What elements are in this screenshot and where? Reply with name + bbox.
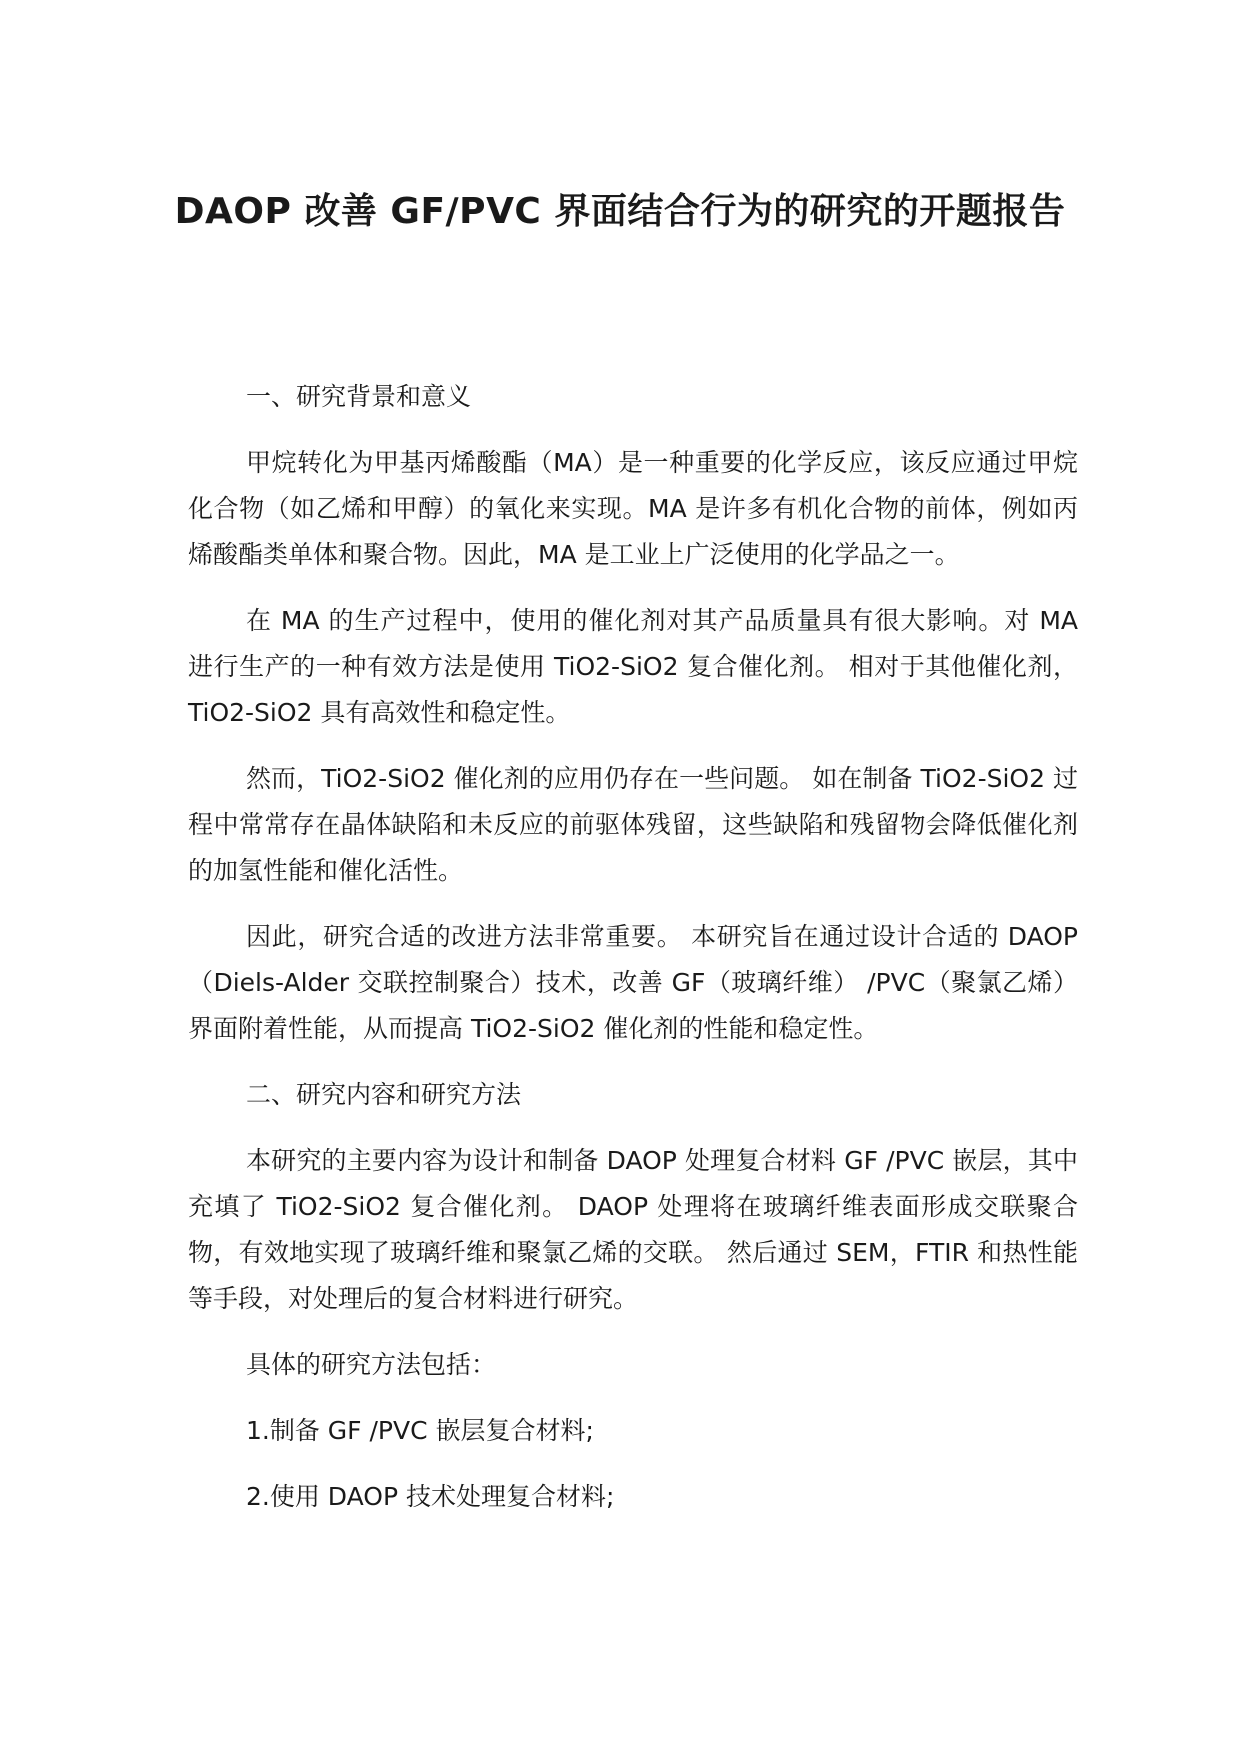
section-heading: 二、研究内容和研究方法 xyxy=(246,1080,522,1109)
section-heading: 一、研究背景和意义 xyxy=(246,382,472,411)
paragraph: 因此，研究合适的改进方法非常重要。 本研究旨在通过设计合适的 DAOP（Diels-Alder 交联控制聚合）技术，改善 GF（玻璃纤维） /PVC（聚氯乙烯）界面附着性能，从而提高 TiO2-SiO2 催化剂的性能和稳定性。 xyxy=(188,922,1078,1043)
list-item: 1.制备 GF /PVC 嵌层复合材料; xyxy=(246,1416,594,1445)
paragraph: 在 MA 的生产过程中，使用的催化剂对其产品质量具有很大影响。对 MA 进行生产的一种有效方法是使用 TiO2-SiO2 复合催化剂。 相对于其他催化剂，TiO2-SiO2 具有高效性和稳定性。 xyxy=(188,606,1078,727)
paragraph: 然而，TiO2-SiO2 催化剂的应用仍存在一些问题。 如在制备 TiO2-SiO2 过程中常常存在晶体缺陷和未反应的前驱体残留，这些缺陷和残留物会降低催化剂的加氢性能和催化活性。 xyxy=(188,764,1078,885)
paragraph: 具体的研究方法包括： xyxy=(246,1350,497,1379)
document-title: DAOP 改善 GF/PVC 界面结合行为的研究的开题报告 xyxy=(174,191,1066,232)
document-body xyxy=(188,374,1078,1540)
list-item: 2.使用 DAOP 技术处理复合材料; xyxy=(246,1482,615,1511)
paragraph: 甲烷转化为甲基丙烯酸酯（MA）是一种重要的化学反应，该反应通过甲烷化合物（如乙烯和甲醇）的氧化来实现。MA 是许多有机化合物的前体，例如丙烯酸酯类单体和聚合物。因此，MA 是工业上广泛使用的化学品之一。 xyxy=(188,448,1078,569)
paragraph: 本研究的主要内容为设计和制备 DAOP 处理复合材料 GF /PVC 嵌层，其中充填了 TiO2-SiO2 复合催化剂。 DAOP 处理将在玻璃纤维表面形成交联聚合物，有效地实现了玻璃纤维和聚氯乙烯的交联。 然后通过 SEM，FTIR 和热性能等手段，对处理后的复合材料进行研究。 xyxy=(188,1146,1078,1313)
